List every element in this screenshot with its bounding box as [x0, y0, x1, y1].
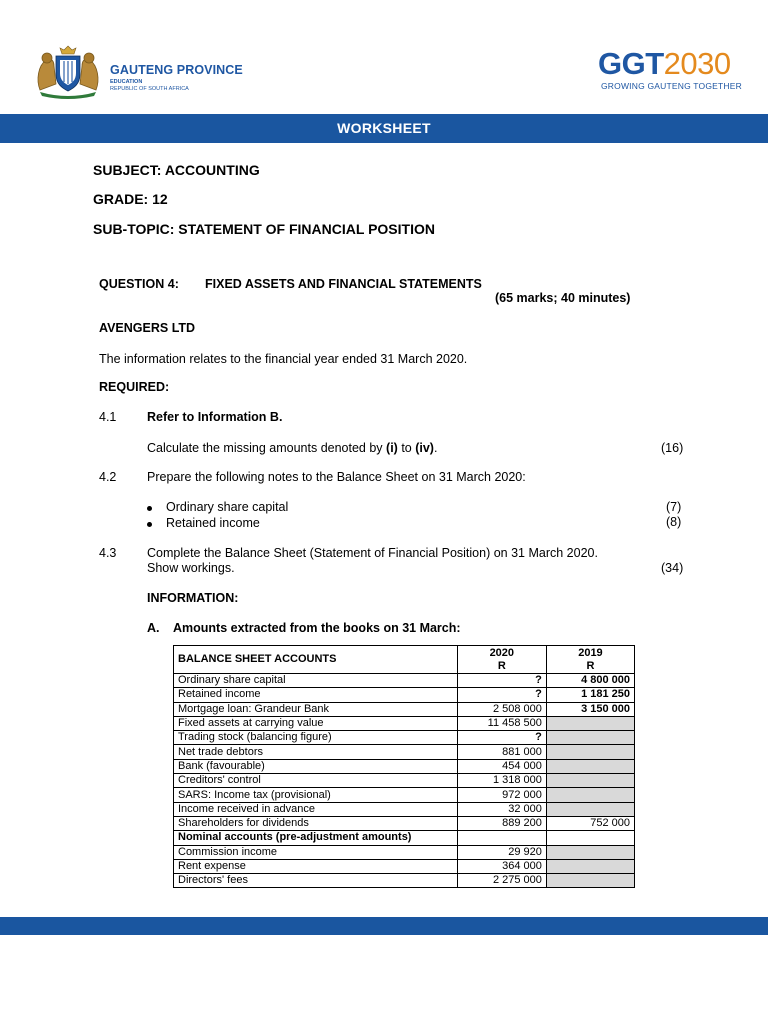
question-intro: The information relates to the financial year ended 31 March 2020.	[99, 352, 468, 366]
bullet-item: Retained income	[166, 516, 260, 530]
task-heading: Refer to Information B.	[147, 410, 283, 424]
ggt2030-logo	[598, 47, 731, 81]
worksheet-banner	[0, 114, 768, 143]
task-instruction: Calculate the missing amounts denoted by (i) to (iv).	[147, 441, 438, 455]
bullet	[147, 522, 152, 527]
org-name: GAUTENG PROVINCE	[110, 63, 243, 77]
gauteng-coat-of-arms-logo	[30, 40, 106, 100]
ggt-tagline: GROWING GAUTENG TOGETHER	[601, 81, 742, 91]
table-row: Bank (favourable) 454 000	[174, 759, 635, 773]
table-row: Commission income 29 920	[174, 845, 635, 859]
grade-heading: GRADE: 12	[93, 191, 168, 207]
task-number: 4.1	[99, 410, 117, 424]
bullet-item: Ordinary share capital	[166, 500, 289, 514]
question-title: FIXED ASSETS AND FINANCIAL STATEMENTS	[205, 277, 482, 291]
table-section-row: Nominal accounts (pre-adjustment amounts)	[174, 831, 635, 845]
table-row: SARS: Income tax (provisional) 972 000	[174, 788, 635, 802]
question-marks-time: (65 marks; 40 minutes)	[495, 291, 631, 305]
table-row: Creditors' control 1 318 000	[174, 774, 635, 788]
ggt-logo-year: 2030	[663, 46, 731, 81]
table-row: Fixed assets at carrying value 11 458 500	[174, 716, 635, 730]
task-instruction-cont: Show workings.	[147, 561, 235, 575]
table-row: Trading stock (balancing figure) ?	[174, 731, 635, 745]
table-row: Directors' fees 2 275 000	[174, 874, 635, 888]
section-title: Amounts extracted from the books on 31 March:	[173, 621, 461, 635]
banner-title: WORKSHEET	[337, 120, 431, 136]
task-number: 4.2	[99, 470, 117, 484]
required-label: REQUIRED:	[99, 380, 170, 394]
footer-band	[0, 917, 768, 935]
subtopic-heading: SUB-TOPIC: STATEMENT OF FINANCIAL POSITION	[93, 221, 435, 237]
table-row: Net trade debtors 881 000	[174, 745, 635, 759]
ggt-logo-main: GGT	[598, 46, 664, 81]
task-instruction: Complete the Balance Sheet (Statement of Financial Position) on 31 March 2020.	[147, 546, 598, 560]
table-row: Ordinary share capital ? 4 800 000	[174, 674, 635, 688]
table-row: Income received in advance 32 000	[174, 802, 635, 816]
org-country: REPUBLIC OF SOUTH AFRICA	[110, 86, 189, 92]
company-name: AVENGERS LTD	[99, 321, 196, 335]
table-header-row	[174, 646, 635, 674]
task-marks: (16)	[661, 441, 684, 455]
bullet	[147, 506, 152, 511]
table-row: Mortgage loan: Grandeur Bank 2 508 000 3 150 000	[174, 702, 635, 716]
subject-heading: SUBJECT: ACCOUNTING	[93, 162, 260, 178]
task-instruction: Prepare the following notes to the Balance Sheet on 31 March 2020:	[147, 470, 526, 484]
information-label: INFORMATION:	[147, 591, 239, 605]
bullet-marks: (8)	[666, 515, 682, 529]
question-label: QUESTION 4:	[99, 277, 179, 291]
bullet-marks: (7)	[666, 500, 682, 514]
task-marks: (34)	[661, 561, 684, 575]
table-row: Retained income ? 1 181 250	[174, 688, 635, 702]
column-header-accounts: BALANCE SHEET ACCOUNTS	[174, 646, 458, 674]
task-number: 4.3	[99, 546, 117, 560]
column-header-2019: 2019 R	[546, 646, 634, 674]
table-row: Shareholders for dividends 889 200 752 000	[174, 816, 635, 830]
column-header-2020: 2020 R	[457, 646, 546, 674]
balance-sheet-table	[173, 645, 635, 888]
org-department: EDUCATION	[110, 79, 143, 85]
table-row: Rent expense 364 000	[174, 859, 635, 873]
section-letter: A.	[147, 621, 160, 635]
